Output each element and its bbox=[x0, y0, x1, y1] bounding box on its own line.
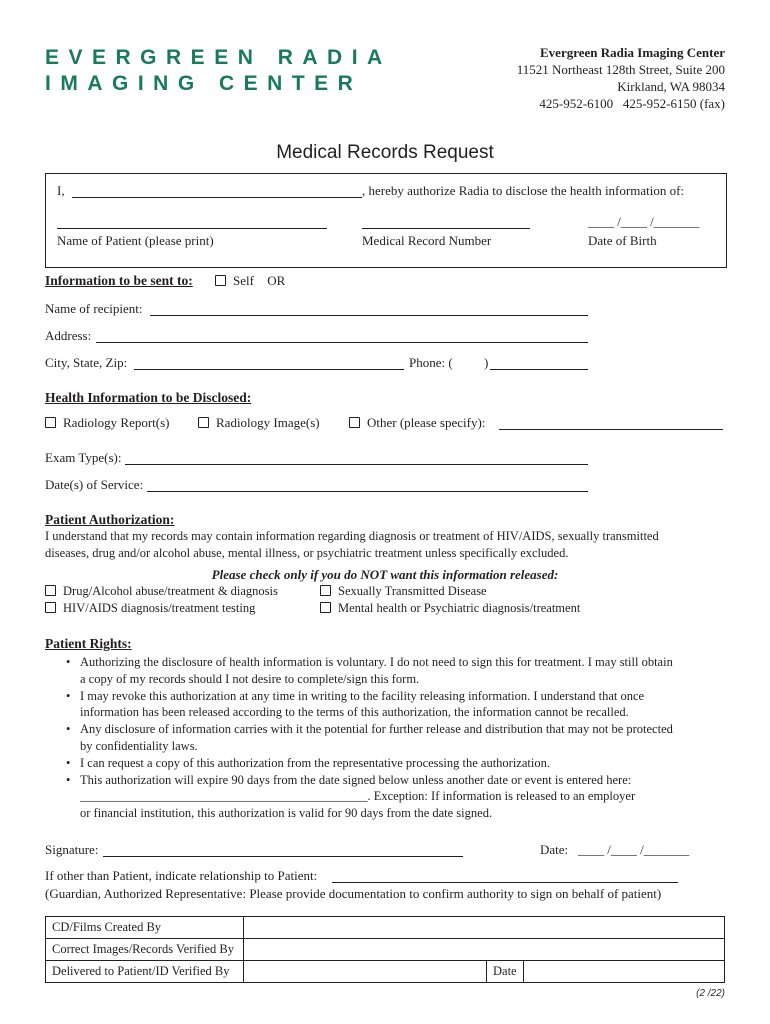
relationship-note: (Guardian, Authorized Representative: Please provide documentation to confirm authority to sign on behalf of patient) bbox=[45, 886, 662, 901]
table-row bbox=[46, 961, 725, 983]
office-use-table bbox=[45, 916, 725, 983]
drug-alcohol-label: Drug/Alcohol abuse/treatment & diagnosis bbox=[63, 584, 278, 598]
dates-of-service-field[interactable] bbox=[147, 491, 588, 492]
std-checkbox[interactable] bbox=[320, 585, 331, 596]
cd-films-created-label: CD/Films Created By bbox=[46, 917, 244, 939]
phone-close-paren: ) bbox=[484, 355, 489, 370]
city-state-zip-field[interactable] bbox=[134, 369, 404, 370]
authorize-prefix: I, bbox=[57, 183, 65, 198]
phone-fax: 425-952-6100 425-952-6150 (fax) bbox=[539, 96, 725, 111]
or-label: OR bbox=[267, 273, 286, 288]
organization-address bbox=[517, 44, 725, 112]
signature-label: Signature: bbox=[45, 842, 99, 857]
phone-field[interactable] bbox=[490, 369, 588, 370]
organization-name: Evergreen Radia Imaging Center bbox=[540, 45, 725, 60]
hiv-aids-label: HIV/AIDS diagnosis/treatment testing bbox=[63, 601, 256, 615]
medical-record-number-label: Medical Record Number bbox=[362, 233, 492, 248]
self-label: Self bbox=[233, 273, 254, 288]
authorize-statement: , hereby authorize Radia to disclose the health information of: bbox=[362, 183, 685, 198]
exclusion-instruction: Please check only if you do NOT want this information released: bbox=[211, 567, 559, 582]
radiology-report-label: Radiology Report(s) bbox=[63, 415, 170, 430]
relationship-label: If other than Patient, indicate relationship to Patient: bbox=[45, 868, 318, 883]
street-address: 11521 Northeast 128th Street, Suite 200 bbox=[516, 62, 725, 77]
sent-to-heading: Information to be sent to: bbox=[45, 273, 193, 288]
drug-alcohol-checkbox[interactable] bbox=[45, 585, 56, 596]
recipient-label: Name of recipient: bbox=[45, 301, 143, 316]
rights-list bbox=[64, 654, 729, 822]
delivered-verified-label: Delivered to Patient/ID Verified By bbox=[46, 961, 244, 983]
city-state-zip-label: City, State, Zip: bbox=[45, 355, 128, 370]
delivered-date-field[interactable] bbox=[523, 961, 724, 983]
list-item: • Authorizing the disclosure of health information is voluntary. I do not need to sign this for treatment. I may still obtain a copy of my records should I not desire to complete/sign this form. bbox=[64, 654, 729, 688]
address-field[interactable] bbox=[96, 342, 588, 343]
logo-line-1: EVERGREEN RADIA bbox=[45, 46, 392, 69]
dates-of-service-label: Date(s) of Service: bbox=[45, 477, 144, 492]
patient-name-field[interactable] bbox=[57, 228, 327, 229]
relationship-field[interactable] bbox=[332, 882, 678, 883]
mental-health-checkbox[interactable] bbox=[320, 602, 331, 613]
signature-field[interactable] bbox=[103, 856, 463, 857]
page-title: Medical Records Request bbox=[276, 142, 494, 163]
cd-films-created-field[interactable] bbox=[244, 917, 725, 939]
exam-type-label: Exam Type(s): bbox=[45, 450, 122, 465]
city-state-zip: Kirkland, WA 98034 bbox=[617, 79, 725, 94]
address-label: Address: bbox=[45, 328, 92, 343]
patient-name-label: Name of Patient (please print) bbox=[57, 233, 214, 248]
signature-date-label: Date: bbox=[540, 842, 569, 857]
records-verified-label: Correct Images/Records Verified By bbox=[46, 939, 244, 961]
signature-date-field[interactable]: ____ /____ /_______ bbox=[578, 842, 690, 857]
table-row bbox=[46, 917, 725, 939]
list-item: • I may revoke this authorization at any time in writing to the facility releasing information. I understand that once information has been released according to the terms of this authorization, the information cannot be recalled. bbox=[64, 688, 729, 722]
phone-label: Phone: ( bbox=[409, 355, 453, 370]
form-version: (2 /22) bbox=[696, 988, 725, 999]
other-checkbox[interactable] bbox=[349, 417, 360, 428]
recipient-field[interactable] bbox=[150, 315, 588, 316]
logo-line-2: IMAGING CENTER bbox=[45, 72, 363, 95]
exam-type-field[interactable] bbox=[125, 464, 588, 465]
date-of-birth-label: Date of Birth bbox=[588, 233, 657, 248]
disclosed-heading: Health Information to be Disclosed: bbox=[45, 390, 252, 405]
radiology-image-label: Radiology Image(s) bbox=[216, 415, 320, 430]
authorization-heading: Patient Authorization: bbox=[45, 512, 175, 527]
mental-health-label: Mental health or Psychiatric diagnosis/treatment bbox=[338, 601, 581, 615]
expiration-field[interactable]: ______________________________________________. Exception: If information is released to an employer bbox=[80, 789, 636, 804]
table-row bbox=[46, 939, 725, 961]
delivered-verified-field[interactable] bbox=[244, 961, 487, 983]
std-label: Sexually Transmitted Disease bbox=[338, 584, 487, 598]
other-specify-field[interactable] bbox=[499, 429, 723, 430]
radiology-image-checkbox[interactable] bbox=[198, 417, 209, 428]
authorization-text-line-1: I understand that my records may contain information regarding diagnosis or treatment of HIV/AIDS, sexually transmitted bbox=[45, 529, 659, 543]
hiv-aids-checkbox[interactable] bbox=[45, 602, 56, 613]
authorization-text-line-2: diseases, drug and/or alcohol abuse, mental illness, or psychiatric treatment unless specifically excluded. bbox=[45, 546, 569, 560]
list-item: • Any disclosure of information carries with it the potential for further release and distribution that may not be protected by confidentiality laws. bbox=[64, 721, 729, 755]
radiology-report-checkbox[interactable] bbox=[45, 417, 56, 428]
medical-record-number-field[interactable] bbox=[362, 228, 530, 229]
list-item: • This authorization will expire 90 days from the date signed below unless another date or event is entered here: ______________________________________________. Exception: If information is released to an employer or financial institution, this authorization is valid for 90 days from the date signed. bbox=[64, 772, 729, 822]
list-item: • I can request a copy of this authorization from the representative processing the authorization. bbox=[64, 755, 729, 772]
date-of-birth-field[interactable]: ____ /____ /_______ bbox=[588, 214, 700, 229]
rights-heading: Patient Rights: bbox=[45, 636, 132, 651]
authorizer-name-field[interactable] bbox=[72, 197, 362, 198]
records-verified-field[interactable] bbox=[244, 939, 725, 961]
self-checkbox[interactable] bbox=[215, 275, 226, 286]
other-label: Other (please specify): bbox=[367, 415, 486, 430]
delivered-date-label: Date bbox=[487, 961, 524, 983]
